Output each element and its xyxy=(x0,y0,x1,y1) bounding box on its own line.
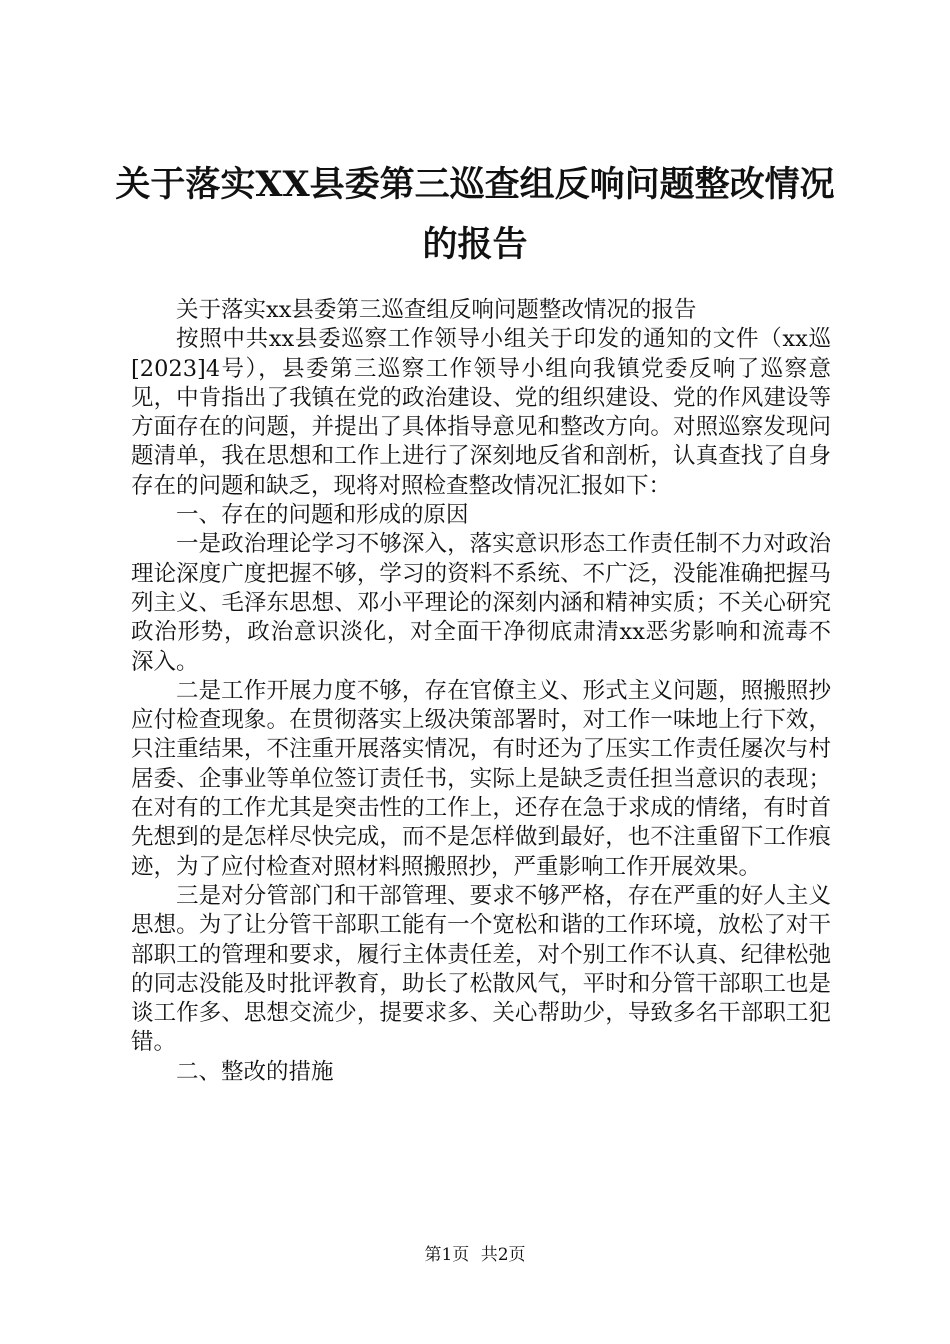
paragraph-subtitle: 关于落实xx县委第三巡查组反响问题整改情况的报告 xyxy=(176,297,697,323)
section-heading-problems: 一、存在的问题和形成的原因 xyxy=(176,502,469,529)
paragraph-problem-1: 一是政治理论学习不够深入，落实意识形态工作责任制不力对政治理论深度广度把握不够，学习的资料不系统、不广泛，没能准确把握马列主义、毛泽东思想、邓小平理论的深刻内涵和精神实质；不关心研究政治形势，政治意识淡化，对全面干净彻底肃清xx恶劣影响和流毒不深入。 xyxy=(131,531,831,675)
paragraph-problem-2: 二是工作开展力度不够，存在官僚主义、形式主义问题，照搬照抄应付检查现象。在贯彻落实上级决策部署时，对工作一味地上行下效，只注重结果，不注重开展落实情况，有时还为了压实工作责任屡次与村居委、企事业等单位签订责任书，实际上是缺乏责任担当意识的表现；在对有的工作尤其是突击性的工作上，还存在急于求成的情绪，有时首先想到的是怎样尽快完成，而不是怎样做到最好，也不注重留下工作痕迹，为了应付检查对照材料照搬照抄，严重影响工作开展效果。 xyxy=(131,677,831,880)
document-body xyxy=(131,296,831,1087)
document-title: 关于落实XX县委第三巡查组反响问题整改情况的报告 xyxy=(115,164,835,265)
page-number: 第1页 xyxy=(424,1245,470,1265)
paragraph-intro: 按照中共xx县委巡察工作领导小组关于印发的通知的文件（xx巡[2023]4号），县委第三巡察工作领导小组向我镇党委反响了巡察意见，中肯指出了我镇在党的政治建设、党的组织建设、党的作风建设等方面存在的问题，并提出了具体指导意见和整改方向。对照巡察发现问题清单，我在思想和工作上进行了深刻地反省和剖析，认真查找了自身存在的问题和缺乏，现将对照检查整改情况汇报如下： xyxy=(131,326,831,499)
paragraph-problem-3: 三是对分管部门和干部管理、要求不够严格，存在严重的好人主义思想。为了让分管干部职工能有一个宽松和谐的工作环境，放松了对干部职工的管理和要求，履行主体责任差，对个别工作不认真、纪律松弛的同志没能及时批评教育，助长了松散风气，平时和分管干部职工也是谈工作多、思想交流少，提要求多、关心帮助少，导致多名干部职工犯错。 xyxy=(131,882,831,1056)
page-footer xyxy=(0,1244,950,1266)
section-heading-measures: 二、整改的措施 xyxy=(176,1058,334,1085)
page-total: 共2页 xyxy=(480,1245,526,1265)
